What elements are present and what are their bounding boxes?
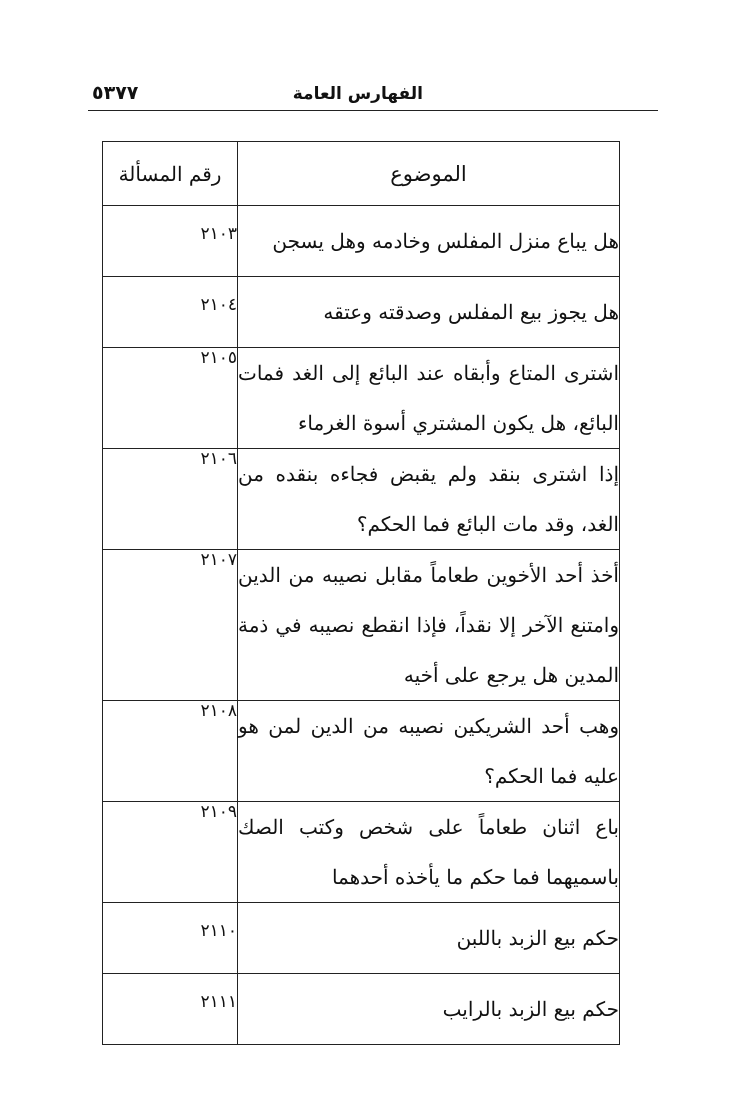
table-row: [103, 802, 620, 903]
running-title: الفهارس العامة: [292, 84, 423, 104]
table-row: [103, 449, 620, 550]
issue-number-cell: ٢١٠٥: [103, 348, 238, 449]
header-divider: [88, 110, 658, 111]
issue-number-cell: ٢١٠٦: [103, 449, 238, 550]
table-header-row: [103, 142, 620, 206]
topic-cell: إذا اشترى بنقد ولم يقبض فجاءه بنقده من الغد، وقد مات البائع فما الحكم؟: [238, 449, 620, 550]
column-header-number: رقم المسألة: [103, 142, 238, 206]
table-row: [103, 277, 620, 348]
index-table: [102, 141, 620, 1045]
table-row: [103, 903, 620, 974]
issue-number-cell: ٢١٠٤: [103, 277, 238, 348]
issue-number-cell: ٢١٠٨: [103, 701, 238, 802]
table-row: [103, 701, 620, 802]
table-row: [103, 348, 620, 449]
topic-cell: باع اثنان طعاماً على شخص وكتب الصك باسميهما فما حكم ما يأخذه أحدهما: [238, 802, 620, 903]
topic-cell: هل يباع منزل المفلس وخادمه وهل يسجن: [238, 206, 620, 277]
topic-cell: حكم بيع الزبد باللبن: [238, 903, 620, 974]
issue-number-cell: ٢١٠٧: [103, 550, 238, 701]
issue-number-cell: ٢١١٠: [103, 903, 238, 974]
issue-number-cell: ٢١١١: [103, 974, 238, 1045]
page-number: ٥٣٧٧: [92, 82, 139, 104]
table-row: [103, 974, 620, 1045]
topic-cell: هل يجوز بيع المفلس وصدقته وعتقه: [238, 277, 620, 348]
table-row: [103, 550, 620, 701]
topic-cell: وهب أحد الشريكين نصيبه من الدين لمن هو عليه فما الحكم؟: [238, 701, 620, 802]
page-header: [88, 80, 658, 110]
topic-cell: حكم بيع الزبد بالرايب: [238, 974, 620, 1045]
issue-number-cell: ٢١٠٩: [103, 802, 238, 903]
column-header-topic: الموضوع: [238, 142, 620, 206]
topic-cell: اشترى المتاع وأبقاه عند البائع إلى الغد فمات البائع، هل يكون المشتري أسوة الغرماء: [238, 348, 620, 449]
topic-cell: أخذ أحد الأخوين طعاماً مقابل نصيبه من الدين وامتنع الآخر إلا نقداً، فإذا انقطع نصيبه في ذمة المدين هل يرجع على أخيه: [238, 550, 620, 701]
issue-number-cell: ٢١٠٣: [103, 206, 238, 277]
table-row: [103, 206, 620, 277]
